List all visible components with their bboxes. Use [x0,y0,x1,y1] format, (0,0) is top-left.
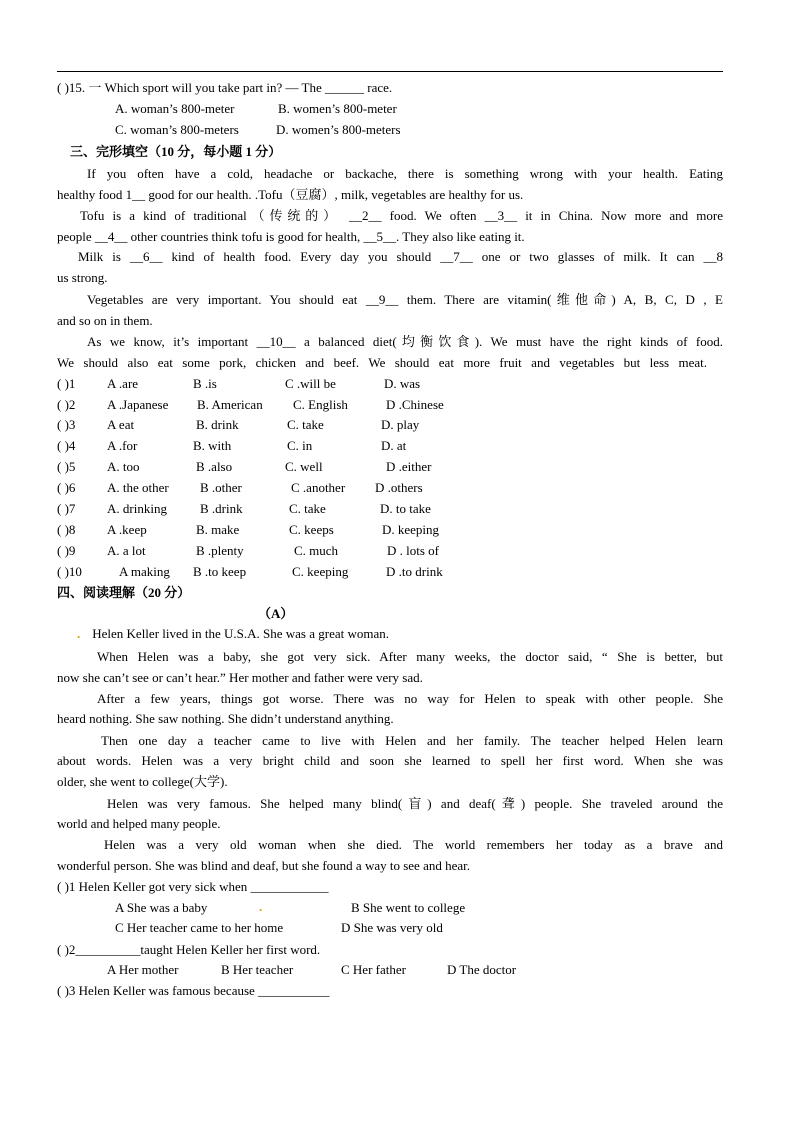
cloze-q10-option-a: A making [119,564,170,579]
cloze-line-2: healthy food 1__ good for our health. .Tofu（豆腐）, milk, vegetables are healthy for us. [57,187,524,202]
cloze-q4-option-c: C. in [287,438,313,453]
cloze-q2-option-a: A .Japanese [107,397,169,412]
cloze-q10-option-c: C. keeping [292,564,349,579]
cloze-q5-option-a: A. too [107,459,140,474]
cloze-q3-number: ( )3 [57,417,76,432]
cloze-q2-number: ( )2 [57,397,76,412]
cloze-q3-option-a: A eat [107,417,135,432]
cloze-line-8: and so on in them. [57,313,153,328]
q15-option-d: D. women’s 800-meters [276,122,401,137]
cloze-q8-number: ( )8 [57,522,76,537]
stray-dot-icon: . [259,899,263,914]
cloze-q3-option-b: B. drink [196,417,239,432]
cloze-q8-option-a: A .keep [107,522,147,537]
cloze-q9-number: ( )9 [57,543,76,558]
cloze-q10-option-b: B .to keep [193,564,247,579]
cloze-line-1: If you often have a cold, headache or backache, there is something wrong with your health. Eating [87,166,723,181]
cloze-q2-option-d: D .Chinese [386,397,444,412]
cloze-q7-number: ( )7 [57,501,76,516]
header-rule [57,71,723,72]
passage-intro-line [77,623,389,644]
cloze-q8-option-b: B. make [196,522,240,537]
cloze-q1-number: ( )1 [57,376,76,391]
cloze-line-3: Tofu is a kind of traditional（传统的） __2__ food. We often __3__ it in China. Now more and more [80,208,723,223]
cloze-q6-number: ( )6 [57,480,76,495]
cloze-q7-option-a: A. drinking [107,501,167,516]
reading-line-11: wonderful person. She was blind and deaf, but she found a way to see and hear. [57,858,470,873]
cloze-q1-option-c: C .will be [285,376,336,391]
cloze-q3-option-d: D. play [381,417,420,432]
cloze-q9-option-b: B .plenty [196,543,244,558]
reading-q1-option-b: B She went to college [351,900,466,915]
cloze-q2-option-b: B. American [197,397,263,412]
reading-q1-option-d: D She was very old [341,920,443,935]
cloze-q5-number: ( )5 [57,459,76,474]
bullet-dot-icon: . [77,626,81,641]
q15-option-a: A. woman’s 800-meter [115,101,235,116]
q15-option-b: B. women’s 800-meter [278,101,397,116]
cloze-line-4: people __4__ other countries think tofu is good for health, __5__. They also like eating it. [57,229,525,244]
cloze-heading: 三、完形填空（10 分，每小题 1 分） [70,144,282,159]
passage-title: （A） [258,606,294,621]
cloze-line-5: Milk is __6__ kind of health food. Every day you should __7__ one or two glasses of milk. It can __8 [78,249,723,264]
cloze-line-9: As we know, it’s important __10__ a balanced diet(均衡饮食). We must have the right kinds of food. [87,334,723,349]
reading-q2-option-d: D The doctor [447,962,517,977]
cloze-q7-option-c: C. take [289,501,326,516]
question-15-stem: ( )15. 一 Which sport will you take part in? — The ______ race. [57,80,393,95]
cloze-q5-option-c: C. well [285,459,323,474]
cloze-q10-option-d: D .to drink [386,564,443,579]
reading-q2-option-a: A Her mother [107,962,179,977]
reading-line-9: world and helped many people. [57,816,221,831]
cloze-q10-number: ( )10 [57,564,82,579]
cloze-q7-option-b: B .drink [200,501,243,516]
reading-q2-option-b: B Her teacher [221,962,294,977]
reading-line-6: about words. Helen was a very bright child and soon she learned to spell her first word. When she was [57,753,723,768]
reading-q1-option-a: A She was a baby [115,900,208,915]
cloze-q6-option-c: C .another [291,480,346,495]
cloze-line-7: Vegetables are very important. You should eat __9__ them. There are vitamin(维他命) A, B, C, D , E [87,292,723,307]
reading-q3-stem: ( )3 Helen Keller was famous because ___________ [57,983,330,998]
cloze-q5-option-b: B .also [196,459,233,474]
cloze-q4-option-a: A .for [107,438,138,453]
reading-line-10: Helen was a very old woman when she died. The world remembers her today as a brave and [104,837,723,852]
reading-q2-option-c: C Her father [341,962,406,977]
cloze-q8-option-d: D. keeping [382,522,440,537]
cloze-q1-option-b: B .is [193,376,217,391]
cloze-q9-option-a: A. a lot [107,543,146,558]
reading-line-1: When Helen was a baby, she got very sick. After many weeks, the doctor said, “ She is better, but [97,649,723,664]
cloze-q8-option-c: C. keeps [289,522,334,537]
reading-line-4: heard nothing. She saw nothing. She didn’t understand anything. [57,711,394,726]
cloze-line-6: us strong. [57,270,108,285]
reading-q1-stem: ( )1 Helen Keller got very sick when ____________ [57,879,329,894]
cloze-q6-option-a: A. the other [107,480,169,495]
cloze-q4-option-d: D. at [381,438,407,453]
cloze-q9-option-d: D . lots of [387,543,439,558]
cloze-q1-option-a: A .are [107,376,139,391]
cloze-q5-option-d: D .either [386,459,432,474]
cloze-q6-option-d: D .others [375,480,423,495]
cloze-q9-option-c: C. much [294,543,339,558]
reading-line-3: After a few years, things got worse. There was no way for Helen to speak with other people. She [97,691,723,706]
reading-line-2: now she can’t see or can’t hear.” Her mother and father were very sad. [57,670,423,685]
reading-q1-option-c: C Her teacher came to her home [115,920,284,935]
cloze-line-10: We should also eat some pork, chicken and beef. We should eat more fruit and vegetables but less meat. [57,355,707,370]
reading-line-7: older, she went to college(大学). [57,774,228,789]
cloze-q2-option-c: C. English [293,397,348,412]
reading-line-5: Then one day a teacher came to live with Helen and her family. The teacher helped Helen learn [101,733,723,748]
cloze-q6-option-b: B .other [200,480,242,495]
reading-line-8: Helen was very famous. She helped many blind(盲) and deaf(聋) people. She traveled around the [107,796,723,811]
passage-intro: Helen Keller lived in the U.S.A. She was a great woman. [92,626,390,641]
cloze-q4-number: ( )4 [57,438,76,453]
cloze-q7-option-d: D. to take [380,501,431,516]
q15-option-c: C. woman’s 800-meters [115,122,239,137]
cloze-q3-option-c: C. take [287,417,324,432]
cloze-q4-option-b: B. with [193,438,232,453]
reading-heading: 四、阅读理解（20 分） [57,585,191,600]
cloze-q1-option-d: D. was [384,376,421,391]
reading-q2-stem: ( )2__________taught Helen Keller her first word. [57,942,321,957]
